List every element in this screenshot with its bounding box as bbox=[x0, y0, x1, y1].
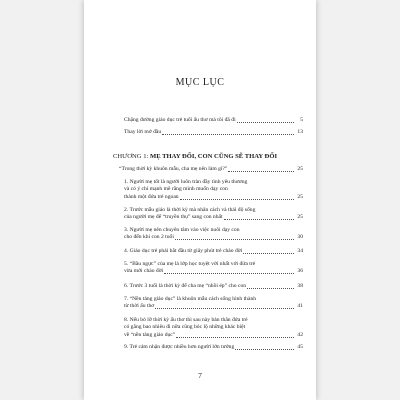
toc-entry-page: 42 bbox=[297, 331, 303, 338]
dot-leader bbox=[162, 134, 294, 135]
toc-entry-label: thành một đứa trẻ ngoan bbox=[124, 193, 179, 200]
toc-entry-page: 25 bbox=[297, 214, 303, 221]
dot-leader bbox=[180, 199, 294, 200]
toc-entry-page: 41 bbox=[297, 303, 303, 310]
dot-leader bbox=[224, 219, 294, 220]
toc-entry-label: vừa mới chào đời bbox=[124, 268, 164, 275]
dot-leader bbox=[176, 337, 294, 338]
toc-entry-page: 38 bbox=[297, 283, 303, 289]
toc-entry-line: 2. Trước mẫu giáo là thời kỳ mà nhân cách và thái độ sống bbox=[124, 207, 256, 213]
toc-entry-page: 34 bbox=[297, 248, 303, 254]
toc-entry-line: 5. “Bầu ngực” của mẹ là lớp học tuyệt vời nhất với đứa trẻ bbox=[124, 261, 256, 267]
dot-leader bbox=[175, 239, 294, 240]
toc-entry[interactable] bbox=[124, 179, 303, 201]
dot-leader bbox=[243, 253, 294, 254]
toc-entry-label: Thay lời mở đầu bbox=[124, 129, 162, 135]
toc-entry-page: 36 bbox=[297, 268, 303, 275]
toc-entry[interactable] bbox=[124, 207, 303, 222]
toc-entry-label: về “nền tảng giáo dục” bbox=[124, 331, 176, 338]
toc-entry[interactable] bbox=[119, 166, 303, 173]
chapter-title: MẸ THAY ĐỔI, CON CŨNG SẼ THAY ĐỔI bbox=[150, 153, 278, 160]
toc-entry-page: 25 bbox=[297, 166, 303, 172]
toc-entry-label: từ thời ấu thơ bbox=[124, 303, 155, 310]
toc-entry-line: và có ý chí mạnh mẽ rằng mình muốn dạy con bbox=[124, 186, 228, 193]
toc-entry-label: của người mẹ để “truyền thụ” sang con nhất bbox=[124, 214, 223, 221]
toc-entry-page: 30 bbox=[297, 234, 303, 241]
toc-entry[interactable] bbox=[124, 117, 303, 124]
book-page bbox=[84, 0, 316, 400]
page-number: 7 bbox=[198, 371, 202, 380]
toc-entry-label: 6. Trước 3 tuổi là thời kỳ để cha mẹ “nhồi ép” cho con bbox=[124, 283, 247, 289]
toc-entry[interactable] bbox=[124, 248, 303, 255]
toc-entry[interactable] bbox=[124, 344, 303, 351]
toc-entry-label: “Trong thời kỳ khuôn mẫu, cha mẹ nên làm gì?” bbox=[119, 166, 228, 172]
dot-leader bbox=[228, 171, 294, 172]
toc-entry[interactable] bbox=[124, 317, 303, 339]
chapter-heading[interactable] bbox=[113, 153, 303, 160]
toc-entry-line: có gắng bao nhiêu đi nữa cũng bóc lộ những khác biệt bbox=[124, 324, 246, 331]
toc-entry[interactable] bbox=[124, 129, 303, 136]
dot-leader bbox=[247, 288, 294, 289]
dot-leader bbox=[237, 122, 294, 123]
toc-entry-label: 4. Giáo dục trẻ phải bắt đầu từ giây phút trẻ chào đời bbox=[124, 248, 243, 254]
toc-entry-line: 1. Người mẹ tốt là người luôn tràn đầy tình yêu thương bbox=[124, 179, 248, 185]
toc-entry[interactable] bbox=[124, 296, 303, 311]
toc-entry[interactable] bbox=[124, 283, 303, 290]
page-title: MỤC LỤC bbox=[175, 77, 225, 88]
toc-entry-label: 9. Trẻ cảm nhận được nhiều hơn người lớn tưởng bbox=[124, 344, 235, 350]
toc-entry-label: cho đến khi con 2 tuổi bbox=[124, 234, 174, 241]
toc-entry-page: 45 bbox=[297, 344, 303, 350]
toc-entry[interactable] bbox=[124, 261, 303, 276]
toc-entry-page: 13 bbox=[297, 129, 303, 135]
chapter-prefix: CHƯƠNG 1: bbox=[113, 153, 150, 160]
toc-entry-line: 8. Nếu bỏ lỡ thời kỳ ấu thơ thì sau này bản thân đứa trẻ bbox=[124, 317, 248, 323]
toc-entry-line: 3. Người mẹ nên chuyên tâm vào việc nuôi dạy con bbox=[124, 227, 240, 233]
dot-leader bbox=[164, 273, 294, 274]
toc-entry-page: 25 bbox=[297, 193, 303, 200]
dot-leader bbox=[155, 308, 294, 309]
toc-entry-label: Chặng đường giáo dục trẻ tuổi ấu thơ mà tôi đã đi bbox=[124, 117, 236, 123]
toc-entry-line: 7. “Nền tảng giáo dục” là khuôn mẫu cách sống hình thành bbox=[124, 296, 257, 302]
dot-leader bbox=[235, 349, 294, 350]
toc-entry-page: 5 bbox=[300, 117, 303, 123]
toc-entry[interactable] bbox=[124, 227, 303, 242]
